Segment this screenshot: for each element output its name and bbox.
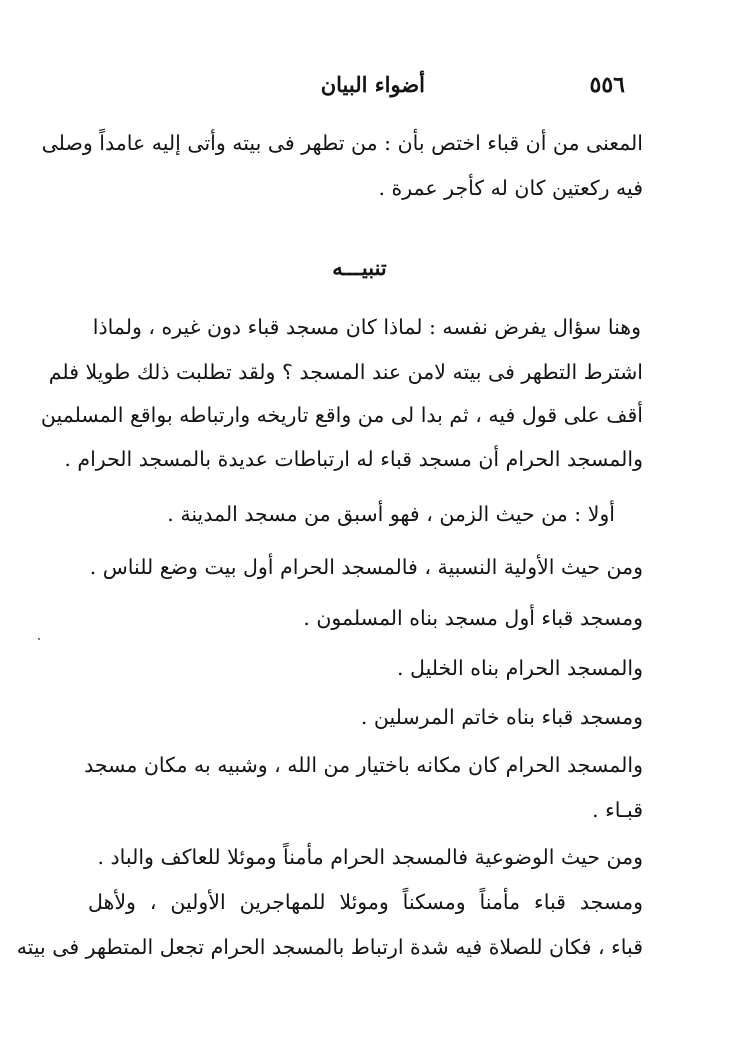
text-line: ومسجد قباء مأمناً ومسكناً وموئلا للمهاجرين الأولين ، ولأهل (88, 890, 643, 914)
text-line: أقف على قول فيه ، ثم بدا لى من واقع تاريخه وارتباطه بواقع المسلمين (40, 403, 643, 427)
page-number: ٥٥٦ (589, 72, 625, 98)
list-item: والمسجد الحرام بناه الخليل . (397, 656, 643, 680)
text-line: المعنى من أن قباء اختص بأن : من تطهر فى بيته وأتى إليه عامداً وصلى (41, 131, 643, 155)
text-line: اشترط التطهر فى بيته لامن عند المسجد ؟ ولقد تطلبت ذلك طويلا فلم (48, 360, 643, 384)
text-line: والمسجد الحرام كان مكانه باختيار من الله ، وشبيه به مكان مسجد (84, 753, 643, 777)
page-header (118, 72, 625, 102)
text-line: والمسجد الحرام أن مسجد قباء له ارتباطات عديدة بالمسجد الحرام . (64, 447, 643, 471)
text-line: فيه ركعتين كان له كأجر عمرة . (378, 176, 643, 200)
list-item: ومن حيث الأولية النسبية ، فالمسجد الحرام أول بيت وضع للناس . (89, 555, 643, 579)
list-item: أولا : من حيث الزمن ، فهو أسبق من مسجد المدينة . (167, 502, 615, 526)
text-line: ومن حيث الوضوعية فالمسجد الحرام مأمناً وموئلا للعاكف والباد . (97, 845, 643, 869)
text-line: قبـاء . (592, 798, 643, 822)
list-item: ومسجد قباء بناه خاتم المرسلين . (360, 705, 643, 729)
text-line: وهنا سؤال يفرض نفسه : لماذا كان مسجد قباء دون غيره ، ولماذا (92, 315, 641, 339)
text-line: قباء ، فكان للصلاة فيه شدة ارتباط بالمسجد الحرام تجعل المتطهر فى بيته (16, 935, 643, 959)
section-heading: تنبيـــه (332, 255, 387, 280)
list-item: ومسجد قباء أول مسجد بناه المسلمون . (303, 606, 643, 630)
running-title: أضواء البيان (320, 72, 425, 97)
scan-speck (38, 638, 40, 640)
